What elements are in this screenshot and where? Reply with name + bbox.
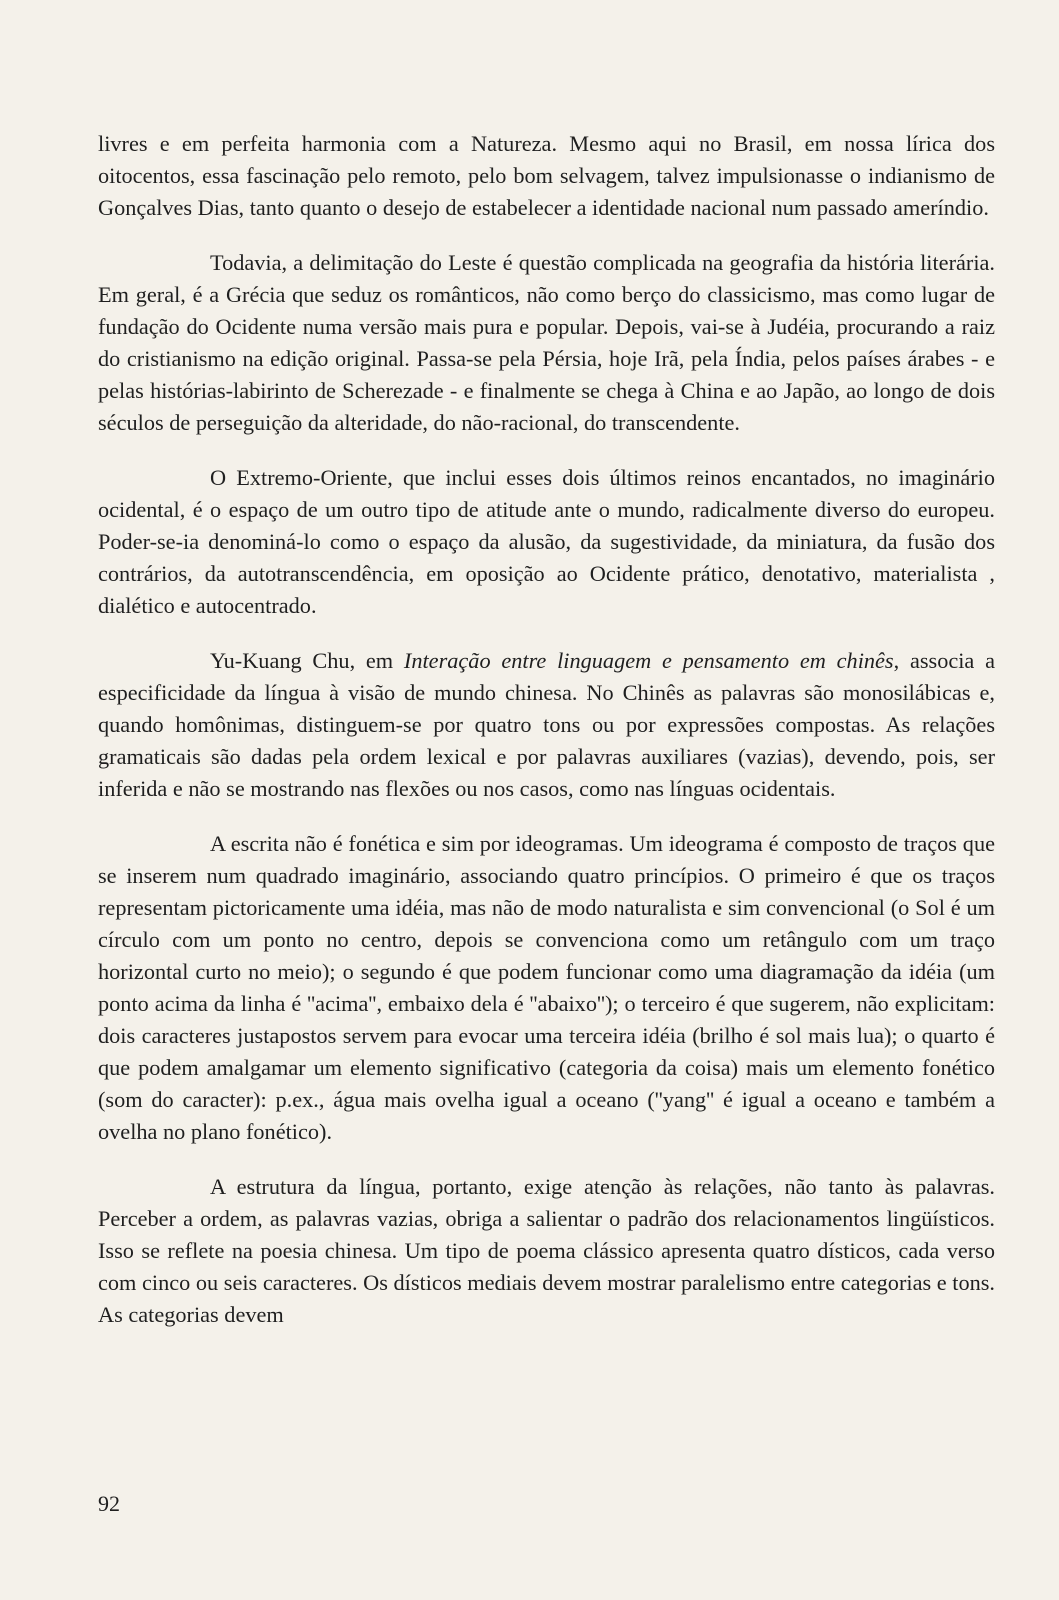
paragraph-1 bbox=[98, 128, 995, 224]
page-number: 92 bbox=[98, 1491, 120, 1516]
paragraph-1-text: livres e em perfeita harmonia com a Natureza. Mesmo aqui no Brasil, em nossa lírica dos oitocentos, essa fascinação pelo remoto, pelo bom selvagem, talvez impulsionasse o indianismo de Gonçalves Dias, tanto quanto o desejo de estabelecer a identidade nacional num passado ameríndio. bbox=[98, 131, 995, 220]
book-title-italic: Interação entre linguagem e pensamento em chinês bbox=[403, 648, 894, 673]
paragraph-5 bbox=[98, 828, 995, 1148]
paragraph-4 bbox=[98, 645, 995, 805]
paragraph-4-text-start: Yu-Kuang Chu, em bbox=[210, 648, 404, 673]
paragraph-6 bbox=[98, 1171, 995, 1331]
paragraph-3-text: O Extremo-Oriente, que inclui esses dois últimos reinos encantados, no imaginário ocidental, é o espaço de um outro tipo de atitude ante o mundo, radicalmente diverso do europeu. Poder-se-ia denominá-lo como o espaço da alusão, da sugestividade, da miniatura, da fusão dos contrários, da autotranscendência, em oposição ao Ocidente prático, denotativo, materialista , dialético e autocentrado. bbox=[98, 465, 995, 618]
paragraph-4-text-end: , associa a especificidade da língua à visão de mundo chinesa. No Chinês as palavras são monosilábicas e, quando homônimas, distinguem-se por quatro tons ou por expressões compostas. As relações gramaticais são dadas pela ordem lexical e por palavras auxiliares (vazias), devendo, pois, ser inferida e não se mostrando nas flexões ou nos casos, como nas línguas ocidentais. bbox=[98, 648, 995, 801]
paragraph-3 bbox=[98, 462, 995, 622]
paragraph-6-text: A estrutura da língua, portanto, exige atenção às relações, não tanto às palavras. Perceber a ordem, as palavras vazias, obriga a salientar o padrão dos relacionamentos lingüísticos. Isso se reflete na poesia chinesa. Um tipo de poema clássico apresenta quatro dísticos, cada verso com cinco ou seis caracteres. Os dísticos mediais devem mostrar paralelismo entre categorias e tons. As categorias devem bbox=[98, 1174, 995, 1327]
body-text bbox=[98, 128, 995, 1354]
paragraph-2 bbox=[98, 247, 995, 439]
paragraph-5-text: A escrita não é fonética e sim por ideogramas. Um ideograma é composto de traços que se inserem num quadrado imaginário, associando quatro princípios. O primeiro é que os traços representam pictoricamente uma idéia, mas não de modo naturalista e sim convencional (o Sol é um círculo com um ponto no centro, depois se convenciona como um retângulo com um traço horizontal curto no meio); o segundo é que podem funcionar como uma diagramação da idéia (um ponto acima da linha é ''acima'', embaixo dela é ''abaixo''); o terceiro é que sugerem, não explicitam: dois caracteres justapostos servem para evocar uma terceira idéia (brilho é sol mais lua); o quarto é que podem amalgamar um elemento significativo (categoria da coisa) mais um elemento fonético (som do caracter): p.ex., água mais ovelha igual a oceano (''yang'' é igual a oceano e também a ovelha no plano fonético). bbox=[98, 831, 995, 1144]
paragraph-2-text: Todavia, a delimitação do Leste é questão complicada na geografia da história literária. Em geral, é a Grécia que seduz os românticos, não como berço do classicismo, mas como lugar de fundação do Ocidente numa versão mais pura e popular. Depois, vai-se à Judéia, procurando a raiz do cristianismo na edição original. Passa-se pela Pérsia, hoje Irã, pela Índia, pelos países árabes - e pelas histórias-labirinto de Scherezade - e finalmente se chega à China e ao Japão, ao longo de dois séculos de perseguição da alteridade, do não-racional, do transcendente. bbox=[98, 250, 995, 435]
